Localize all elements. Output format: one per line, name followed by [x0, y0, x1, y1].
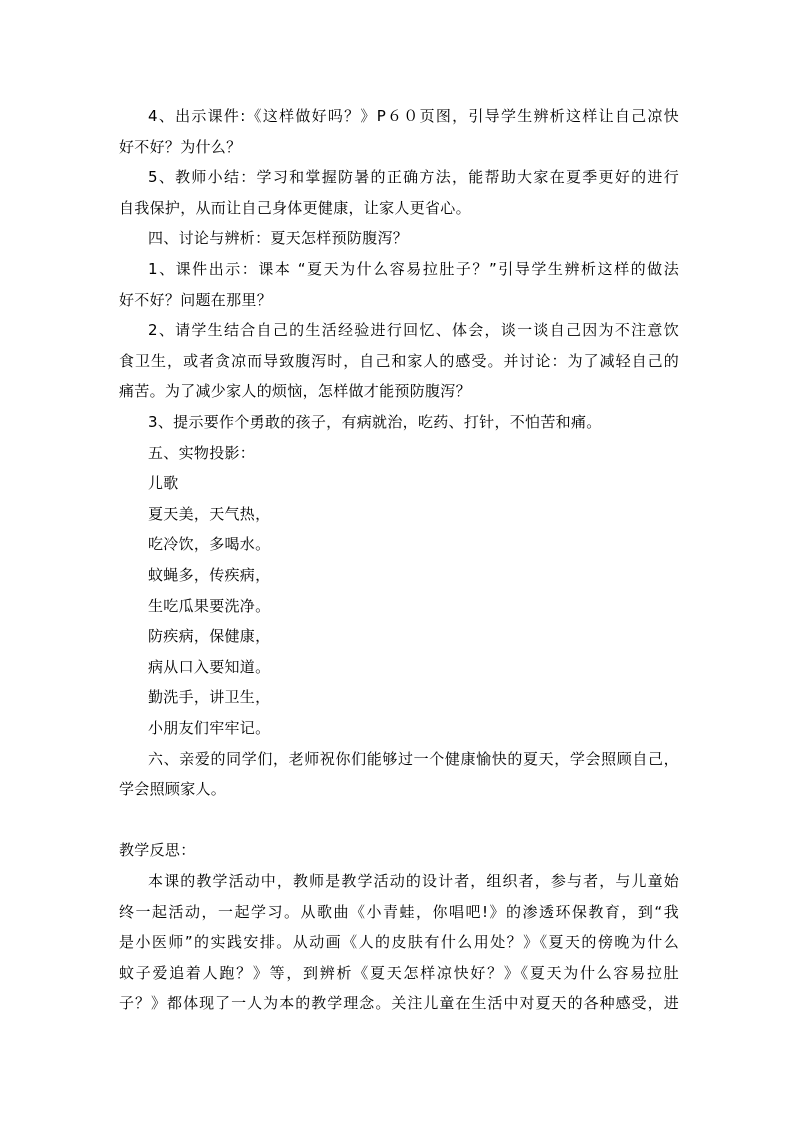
item5-line1: 5、教师小结：学习和掌握防暑的正确方法，能帮助大家在夏季更好的进行: [148, 168, 679, 186]
rhyme-line: 勤洗手，讲卫生，: [148, 688, 271, 706]
reflection-heading: 教学反思：: [119, 841, 196, 859]
reflection-line4: 蚊子爱追着人跑？》等，到辨析《夏天怎样凉快好？》《夏天为什么容易拉肚: [119, 964, 679, 982]
section-six-line2: 学会照顾家人。: [119, 780, 227, 798]
discussion-item2-line3: 痛苦。为了减少家人的烦恼，怎样做才能预防腹泻？: [119, 382, 471, 400]
rhyme-line: 夏天美，天气热，: [148, 505, 271, 523]
rhyme-line: 蚊蝇多，传疾病，: [148, 566, 271, 584]
discussion-item1-line2: 好不好？问题在那里？: [119, 291, 273, 309]
reflection-line5: 子？》都体现了一人为本的教学理念。关注儿童在生活中对夏天的各种感受，进: [119, 994, 679, 1012]
discussion-item1-line1: 1、课件出示：课本 “夏天为什么容易拉肚子？”引导学生辨析这样的做法: [148, 260, 679, 278]
reflection-line3: 是小医师”的实践安排。从动画《人的皮肤有什么用处？》《夏天的傍晚为什么: [119, 933, 679, 951]
discussion-item2-line1: 2、请学生结合自己的生活经验进行回忆、体会，谈一谈自己因为不注意饮: [148, 321, 679, 339]
nursery-rhyme-title: 儿歌: [148, 474, 179, 492]
reflection-line1: 本课的教学活动中，教师是教学活动的设计者，组织者，参与者，与儿童始: [148, 872, 679, 890]
discussion-item2-line2: 食卫生，或者贪凉而导致腹泻时，自己和家人的感受。并讨论：为了减轻自己的: [119, 352, 679, 370]
item5-line2: 自我保护，从而让自己身体更健康，让家人更省心。: [119, 199, 471, 217]
reflection-line2: 终一起活动，一起学习。从歌曲《小青蛙，你唱吧!》的渗透环保教育，到“我: [119, 903, 679, 921]
rhyme-line: 病从口入要知道。: [148, 658, 271, 676]
rhyme-line: 小朋友们牢牢记。: [148, 719, 271, 737]
discussion-item3-line1: 3、提示要作个勇敢的孩子，有病就治，吃药、打针，不怕苦和痛。: [148, 413, 602, 431]
item4-line1: 4、出示课件:《这样做好吗？》P６０页图，引导学生辨析这样让自己凉快: [148, 107, 679, 125]
section-six-line1: 六、亲爱的同学们，老师祝你们能够过一个健康愉快的夏天，学会照顾自己，: [148, 750, 679, 768]
section-four-heading: 四、讨论与辨析：夏天怎样预防腹泻？: [148, 229, 409, 247]
rhyme-line: 吃冷饮，多喝水。: [148, 535, 271, 553]
section-five-heading: 五、实物投影：: [148, 444, 256, 462]
rhyme-line: 防疾病，保健康，: [148, 627, 271, 645]
item4-line2: 好不好？为什么？: [119, 138, 242, 156]
rhyme-line: 生吃瓜果要洗净。: [148, 597, 271, 615]
